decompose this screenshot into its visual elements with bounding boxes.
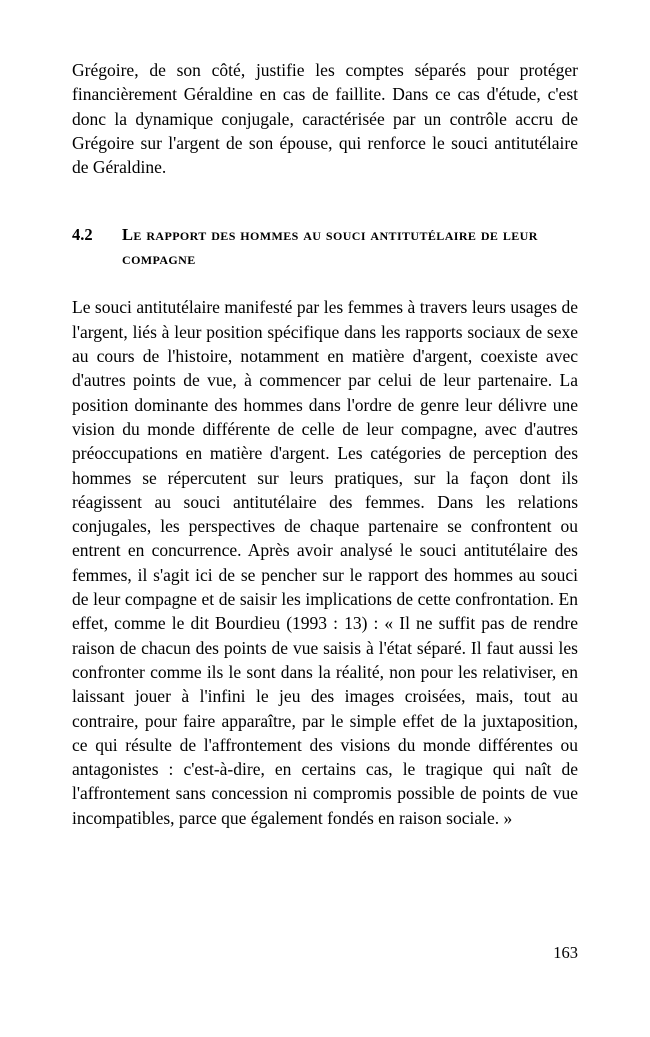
section-heading [72,223,578,270]
intro-paragraph: Grégoire, de son côté, justifie les comptes séparés pour protéger financièrement Géraldine en cas de faillite. Dans ce cas d'étude, c'est donc la dynamique conjugale, caractérisée par un contrôle accru de Grégoire sur l'argent de son épouse, qui renforce le souci antitutélaire de Géraldine. [72,60,578,178]
section-title: Le rapport des hommes au souci antitutélaire de leur compagne [122,225,538,268]
page-number: 163 [553,943,578,962]
body-paragraph: Le souci antitutélaire manifesté par les femmes à travers leurs usages de l'argent, liés à leur position spécifique dans les rapports sociaux de sexe au cours de l'histoire, notamment en matière d'argent, coexiste avec d'autres points de vue, à commencer par celui de leur partenaire. La position dominante des hommes dans l'ordre de genre leur délivre une vision du monde différente de celle de leur compagne, avec d'autres préoccupations en matière d'argent. Les catégories de perception des hommes se répercutent sur leurs pratiques, sur la façon dont ils réagissent au souci antitutélaire des femmes. Dans les relations conjugales, les perspectives de chaque partenaire se confrontent ou entrent en concurrence. Après avoir analysé le souci antitutélaire des femmes, il s'agit ici de se pencher sur le rapport des hommes au souci de leur compagne et de saisir les implications de cette confrontation. En effet, comme le dit Bourdieu (1993 : 13) : « Il ne suffit pas de rendre raison de chacun des points de vue saisis à l'état séparé. Il faut aussi les confronter comme ils le sont dans la réalité, non pour les relativiser, en laissant jouer à l'infini le jeu des images croisées, mais, tout au contraire, pour faire apparaître, par le simple effet de la juxtaposition, ce qui résulte de l'affrontement des visions du monde différentes ou antagonistes : c'est-à-dire, en certains cas, le tragique qui naît de l'affrontement sans concession ni compromis possible de points de vue incompatibles, parce que également fondés en raison sociale. » [72,297,578,828]
section-number: 4.2 [72,225,93,245]
